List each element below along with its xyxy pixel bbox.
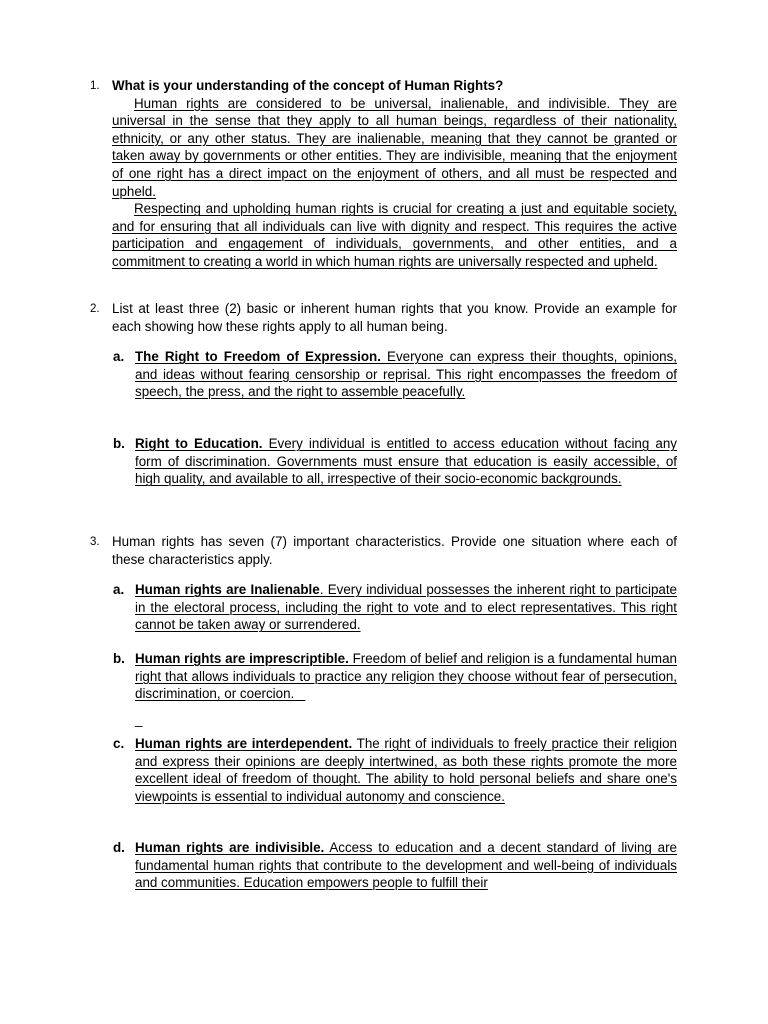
q1-answer-para1: Human rights are considered to be universal, inalienable, and indivisible. They are universal in the sense that they apply to all human beings, regardless of their nationality, ethnicity, or any other status. They are inalienable, meaning that they cannot be granted or taken away by governments or other entities. They are indivisible, meaning that the enjoyment of one right has a direct impact on the enjoyment of others, and all must be respected and upheld. — [112, 95, 677, 199]
q2-item-b-title: Right to Education. — [135, 436, 263, 451]
q3-item-b-letter: b. — [113, 651, 125, 666]
q1-block — [112, 77, 677, 271]
q3-item-a — [135, 581, 677, 634]
q1-question: What is your understanding of the concept of Human Rights? — [112, 78, 504, 93]
q3-item-c-title: Human rights are interdependent. — [135, 736, 353, 751]
q2-item-a-text: Everyone can express their thoughts, opinions, and ideas without fearing censorship or reprisal. This right encompasses the freedom of speech, the press, and the right to assemble peacefully. — [135, 349, 677, 400]
q3-item-a-letter: a. — [113, 582, 125, 597]
q2-item-a — [135, 348, 677, 401]
q1-answer-para2: Respecting and upholding human rights is crucial for creating a just and equitable society, and for ensuring that all individuals can live with dignity and respect. This requires the active participation and engagement of individuals, governments, and other entities, and a commitment to creating a world in which human rights are universally respected and upheld. — [112, 201, 677, 269]
q3-item-d-title: Human rights are indivisible. — [135, 840, 325, 855]
q2-question: List at least three (2) basic or inherent human rights that you know. Provide an example for each showing how these rights apply to all human being. — [112, 301, 677, 334]
q2-item-b — [135, 435, 677, 488]
q2-item-b-letter: b. — [113, 436, 125, 451]
q2-item-a-letter: a. — [113, 349, 125, 364]
q3-item-d-letter: d. — [113, 840, 125, 855]
q3-number: 3. — [90, 536, 100, 548]
q3-stray-underscore: _ — [135, 712, 143, 727]
q3-item-c-letter: c. — [113, 736, 125, 751]
q3-item-a-title: Human rights are Inalienable — [135, 582, 320, 597]
q3-item-b-title: Human rights are imprescriptible. — [135, 651, 349, 666]
q3-item-b — [135, 650, 677, 703]
q2-item-b-text: Every individual is entitled to access education without facing any form of discrimination. Governments must ensure that education is easily accessible, of high quality, and available to all, irrespective of their socio-economic backgrounds. — [135, 436, 678, 487]
q3-item-c — [135, 735, 677, 805]
q3-item-a-text: . Every individual possesses the inherent right to participate in the electoral process, including the right to vote and to elect representatives. This right cannot be taken away or surrendered. — [135, 582, 678, 633]
q3-item-d-text: Access to education and a decent standard of living are fundamental human rights that contribute to the development and well-being of individuals and communities. Education empowers people to fulfill their — [135, 840, 677, 891]
q2-number: 2. — [90, 303, 100, 315]
q3-item-c-text: The right of individuals to freely practice their religion and express their opinions are deeply intertwined, as both these rights promote the more excellent ideal of freedom of thought. The ability to hold personal beliefs and share one's viewpoints is essential to individual autonomy and conscience. — [135, 736, 677, 804]
q3-question: Human rights has seven (7) important characteristics. Provide one situation where each of these characteristics apply. — [112, 534, 677, 567]
q3-item-b-text: Freedom of belief and religion is a fundamental human right that allows individuals to practice any religion they choose without fear of persecution, discrimination, or coercion. — [135, 651, 677, 702]
q3-item-d — [135, 839, 677, 892]
q2-item-a-title: The Right to Freedom of Expression. — [135, 349, 381, 364]
q1-number: 1. — [90, 80, 100, 92]
